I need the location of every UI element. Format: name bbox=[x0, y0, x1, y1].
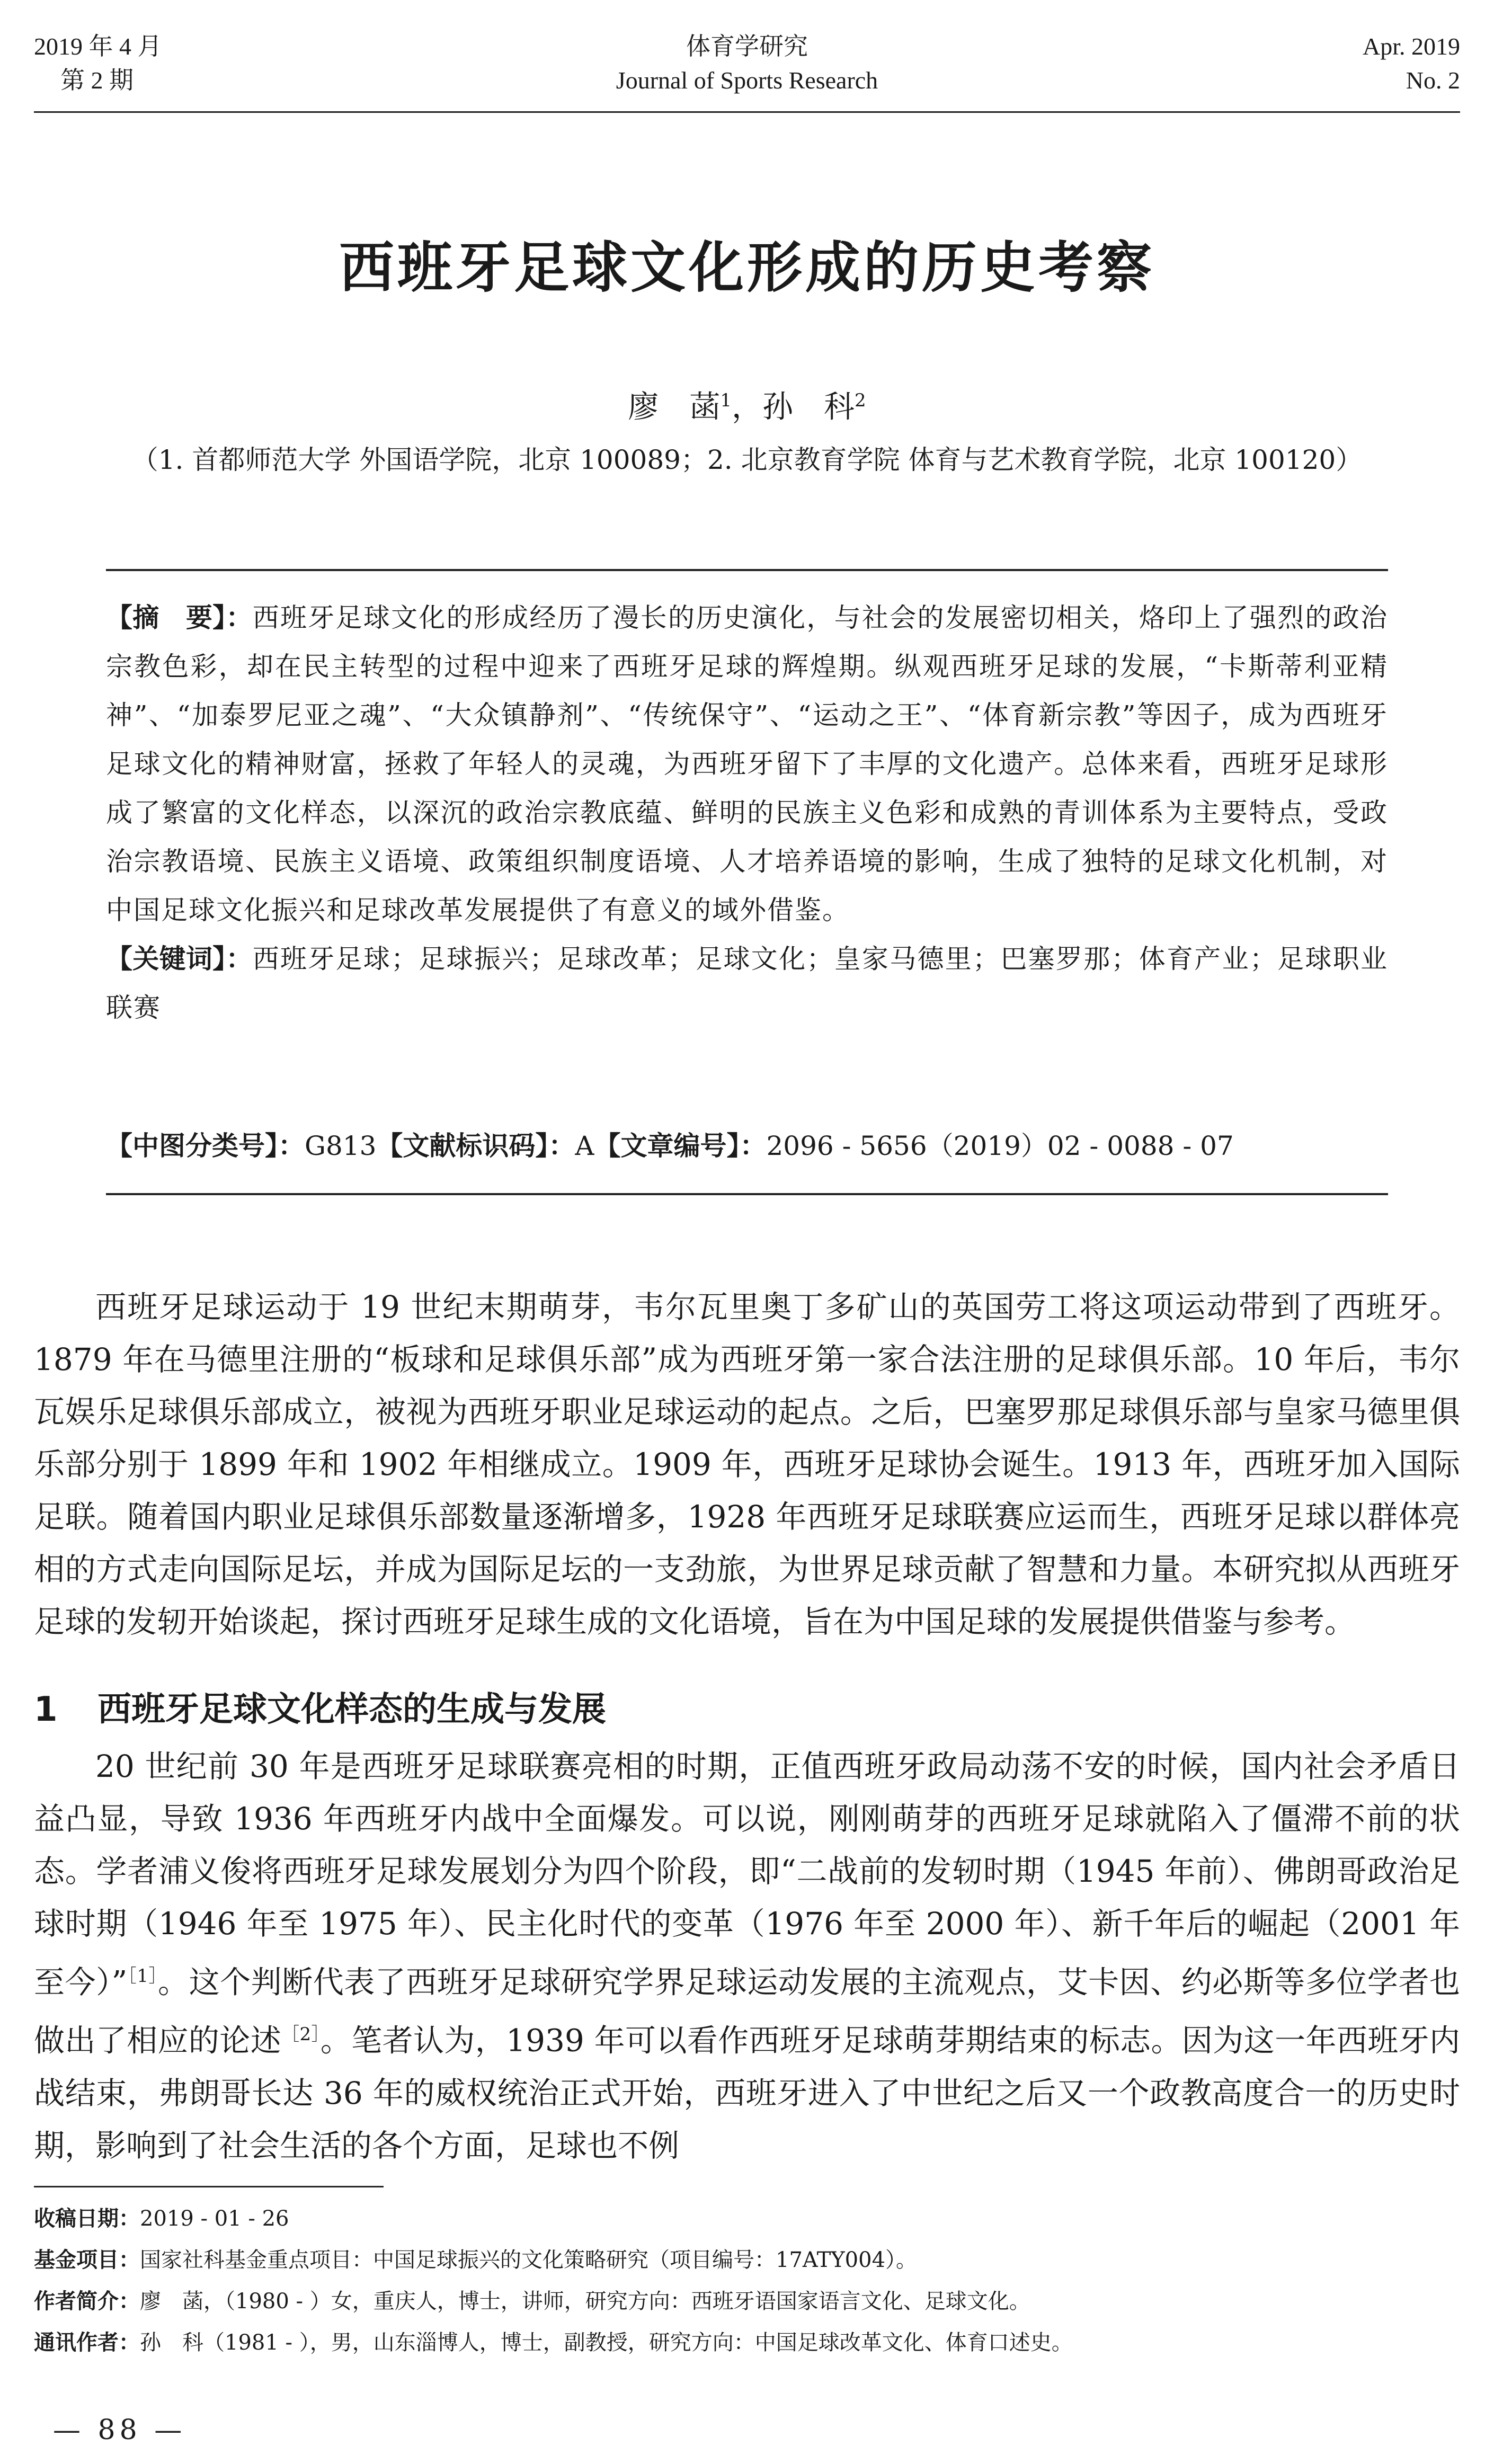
author-separator: ， bbox=[731, 388, 762, 425]
classification-line bbox=[106, 1122, 1388, 1170]
paragraph-text: 。笔者认为，1939 年可以看作西班牙足球萌芽期结束的标志。因为这一年西班牙内战结束，弗朗哥长达 36 年的威权统治正式开始，西班牙进入了中世纪之后又一个政教高度合一的历史时期，影响到了社会生活的各个方面，足球也不例 bbox=[34, 2022, 1460, 2164]
running-header-center bbox=[0, 30, 1494, 97]
footnote-text: 2019 - 01 - 26 bbox=[140, 2207, 289, 2231]
footnote-label: 基金项目： bbox=[34, 2248, 140, 2272]
footnote-fund bbox=[34, 2244, 1460, 2276]
keywords bbox=[106, 935, 1388, 1032]
keywords-text: 西班牙足球；足球振兴；足球改革；足球文化；皇家马德里；巴塞罗那；体育产业；足球职业联赛 bbox=[106, 944, 1389, 1023]
article-number-value: 2096 - 5656（2019）02 - 0088 - 07 bbox=[766, 1131, 1234, 1161]
paragraph-text: 。这个判断代表了西班牙足球研究学界足球运动发展的主流观点，艾卡因、约必斯等多位学者也做出了相应的论述 bbox=[34, 1964, 1460, 2059]
author-affil-mark: 1 bbox=[720, 390, 732, 411]
keywords-label: 【关键词】： bbox=[106, 944, 253, 974]
section-number: 1 bbox=[34, 1690, 58, 1729]
footnote-corresponding bbox=[34, 2327, 1460, 2359]
author-line bbox=[0, 379, 1494, 428]
author-name: 廖 菡 bbox=[628, 388, 721, 425]
intro-paragraph bbox=[34, 1281, 1460, 1648]
header-date-en: Apr. 2019 bbox=[1363, 33, 1460, 60]
citation: ［1］ bbox=[127, 1965, 158, 1987]
abstract-top-rule bbox=[106, 569, 1388, 571]
footnote-text: 廖 菡，（1980 - ）女，重庆人，博士，讲师，研究方向：西班牙语国家语言文化、足球文化。 bbox=[140, 2289, 1030, 2314]
abstract-label: 【摘 要】： bbox=[106, 602, 253, 633]
footnote-received bbox=[34, 2203, 1460, 2235]
paragraph bbox=[34, 1740, 1460, 2172]
page-number: — 88 — bbox=[53, 2414, 186, 2446]
affiliation: （1. 首都师范大学 外国语学院，北京 100089；2. 北京教育学院 体育与艺术教育学院，北京 100120） bbox=[131, 444, 1363, 475]
header-issue: 第 2 期 bbox=[60, 67, 134, 94]
footnote-label: 通讯作者： bbox=[34, 2330, 140, 2355]
clc-value: G813 bbox=[305, 1131, 377, 1161]
doc-code-label: 【文献标识码】： bbox=[376, 1131, 575, 1161]
abstract-bottom-rule bbox=[106, 1193, 1388, 1195]
footnote-label: 作者简介： bbox=[34, 2289, 140, 2314]
running-header-right bbox=[1363, 30, 1460, 97]
citation: ［2］ bbox=[281, 2024, 321, 2045]
paragraph: 西班牙足球运动于 19 世纪末期萌芽，韦尔瓦里奥丁多矿山的英国劳工将这项运动带到了西班牙。1879 年在马德里注册的“板球和足球俱乐部”成为西班牙第一家合法注册的足球俱乐部。10 年后，韦尔瓦娱乐足球俱乐部成立，被视为西班牙职业足球运动的起点。之后，巴塞罗那足球俱乐部与皇家马德里俱乐部分别于 1899 年和 1902 年相继成立。1909 年，西班牙足球协会诞生。1913 年，西班牙加入国际足联。随着国内职业足球俱乐部数量逐渐增多，1928 年西班牙足球联赛应运而生，西班牙足球以群体亮相的方式走向国际足坛，并成为国际足坛的一支劲旅，为世界足球贡献了智慧和力量。本研究拟从西班牙足球的发轫开始谈起，探讨西班牙足球生成的文化语境，旨在为中国足球的发展提供借鉴与参考。 bbox=[34, 1289, 1460, 1640]
section-1-paragraph bbox=[34, 1740, 1460, 2172]
paragraph-text: 20 世纪前 30 年是西班牙足球联赛亮相的时期，正值西班牙政局动荡不安的时候，国内社会矛盾日益凸显，导致 1936 年西班牙内战中全面爆发。可以说，刚刚萌芽的西班牙足球就陷入了僵滞不前的状态。学者浦义俊将西班牙足球发展划分为四个阶段，即“二战前的发轫时期（1945 年前）、佛朗哥政治足球时期（1946 年至 1975 年）、民主化时代的变革（1976 年至 2000 年）、新千年后的崛起（2001 年至今）” bbox=[34, 1748, 1460, 2000]
article-number-label: 【文章编号】： bbox=[594, 1131, 767, 1161]
footnote-author bbox=[34, 2285, 1460, 2317]
footnote-rule bbox=[34, 2186, 384, 2187]
header-issue-en: No. 2 bbox=[1406, 67, 1460, 94]
section-title: 西班牙足球文化样态的生成与发展 bbox=[97, 1690, 606, 1729]
author-name: 孙 科 bbox=[762, 388, 855, 425]
header-date: 2019 年 4 月 bbox=[34, 33, 162, 60]
journal-name-en: Journal of Sports Research bbox=[616, 67, 878, 94]
abstract bbox=[106, 593, 1388, 935]
clc-label: 【中图分类号】： bbox=[106, 1131, 305, 1161]
article-title: 西班牙足球文化形成的历史考察 bbox=[339, 235, 1155, 300]
doc-code-value: A bbox=[575, 1131, 594, 1161]
footnote-label: 收稿日期： bbox=[34, 2207, 140, 2231]
abstract-text: 西班牙足球文化的形成经历了漫长的历史演化，与社会的发展密切相关，烙印上了强烈的政治宗教色彩，却在民主转型的过程中迎来了西班牙足球的辉煌期。纵观西班牙足球的发展，“卡斯蒂利亚精神”、“加泰罗尼亚之魂”、“大众镇静剂”、“传统保守”、“运动之王”、“体育新宗教”等因子，成为西班牙足球文化的精神财富，拯救了年轻人的灵魂，为西班牙留下了丰厚的文化遗产。总体来看，西班牙足球形成了繁富的文化样态，以深沉的政治宗教底蕴、鲜明的民族主义色彩和成熟的青训体系为主要特点，受政治宗教语境、民族主义语境、政策组织制度语境、人才培养语境的影响，生成了独特的足球文化机制，对中国足球文化振兴和足球改革发展提供了有意义的域外借鉴。 bbox=[106, 602, 1389, 926]
journal-name-cn: 体育学研究 bbox=[686, 33, 808, 60]
author-affil-mark: 2 bbox=[855, 390, 866, 411]
abstract-block bbox=[106, 593, 1388, 1032]
footnote-text: 孙 科（1981 - ），男，山东淄博人，博士，副教授，研究方向：中国足球改革文化、体育口述史。 bbox=[140, 2330, 1073, 2355]
footnote-text: 国家社科基金重点项目：中国足球振兴的文化策略研究（项目编号：17ATY004）。 bbox=[140, 2248, 918, 2272]
header-rule bbox=[34, 111, 1460, 113]
section-heading bbox=[34, 1686, 1460, 1733]
